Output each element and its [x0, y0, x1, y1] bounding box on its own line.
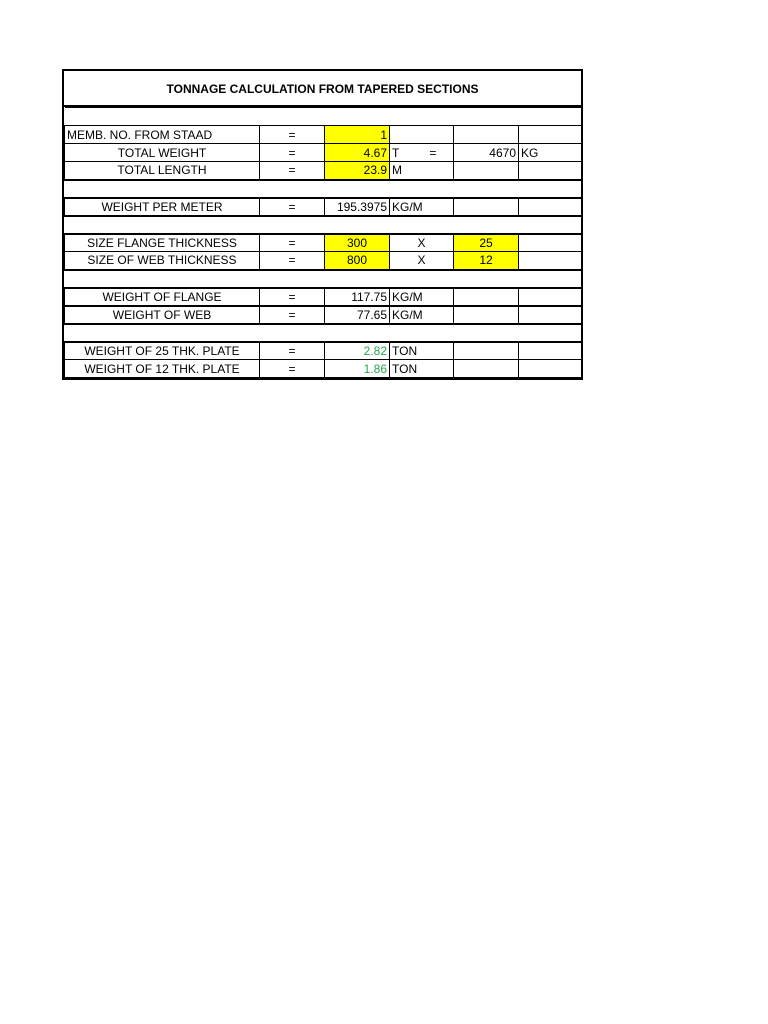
total-weight-eq: = [260, 144, 325, 162]
weight-flange-eq: = [260, 288, 325, 306]
plate25-eq: = [260, 342, 325, 360]
web-size-eq: = [260, 252, 325, 270]
row-total-weight [65, 144, 582, 162]
plate12-value: 1.86 [325, 360, 390, 378]
memb-no-label: MEMB. NO. FROM STAAD [65, 126, 260, 144]
weight-web-label: WEIGHT OF WEB [65, 306, 260, 324]
weight-per-meter-label: WEIGHT PER METER [65, 198, 260, 216]
total-weight-unit: T [392, 145, 400, 160]
row-flange-size [65, 234, 582, 252]
row-plate25 [65, 342, 582, 360]
spacer-row [65, 270, 582, 288]
plate12-unit: TON [390, 360, 454, 378]
total-length-input[interactable]: 23.9 [325, 162, 390, 180]
row-weight-per-meter [65, 198, 582, 216]
spacer-row [65, 180, 582, 198]
row-web-size [65, 252, 582, 270]
memb-no-input[interactable]: 1 [325, 126, 390, 144]
total-weight-label: TOTAL WEIGHT [65, 144, 260, 162]
calc-table [64, 107, 582, 378]
row-plate12 [65, 360, 582, 378]
row-weight-web [65, 306, 582, 324]
flange-thickness-input[interactable]: 25 [454, 234, 519, 252]
total-weight-eq2: = [429, 145, 437, 160]
flange-size-x: X [390, 234, 454, 252]
web-depth-input[interactable]: 800 [325, 252, 390, 270]
weight-web-unit: KG/M [390, 306, 454, 324]
plate25-label: WEIGHT OF 25 THK. PLATE [65, 342, 260, 360]
flange-size-eq: = [260, 234, 325, 252]
weight-web-eq: = [260, 306, 325, 324]
row-weight-flange [65, 288, 582, 306]
row-memb-no [65, 126, 582, 144]
flange-size-label: SIZE FLANGE THICKNESS [65, 234, 260, 252]
spacer-row [65, 324, 582, 342]
spacer-row [65, 108, 582, 126]
weight-flange-value: 117.75 [325, 288, 390, 306]
total-weight-kg-unit: KG [519, 144, 582, 162]
total-length-label: TOTAL LENGTH [65, 162, 260, 180]
plate12-label: WEIGHT OF 12 THK. PLATE [65, 360, 260, 378]
weight-flange-unit: KG/M [390, 288, 454, 306]
total-weight-kg-value: 4670 [454, 144, 519, 162]
plate25-unit: TON [390, 342, 454, 360]
total-length-eq: = [260, 162, 325, 180]
row-total-length [65, 162, 582, 180]
weight-per-meter-value: 195.3975 [325, 198, 390, 216]
memb-no-eq: = [260, 126, 325, 144]
weight-flange-label: WEIGHT OF FLANGE [65, 288, 260, 306]
web-size-label: SIZE OF WEB THICKNESS [65, 252, 260, 270]
web-thickness-input[interactable]: 12 [454, 252, 519, 270]
weight-per-meter-unit: KG/M [390, 198, 454, 216]
tonnage-sheet [62, 69, 583, 380]
flange-width-input[interactable]: 300 [325, 234, 390, 252]
web-size-x: X [390, 252, 454, 270]
plate25-value: 2.82 [325, 342, 390, 360]
weight-web-value: 77.65 [325, 306, 390, 324]
plate12-eq: = [260, 360, 325, 378]
spacer-row [65, 216, 582, 234]
total-weight-input[interactable]: 4.67 [325, 144, 390, 162]
weight-per-meter-eq: = [260, 198, 325, 216]
sheet-title: TONNAGE CALCULATION FROM TAPERED SECTIONS [64, 71, 581, 107]
total-length-unit: M [390, 162, 454, 180]
